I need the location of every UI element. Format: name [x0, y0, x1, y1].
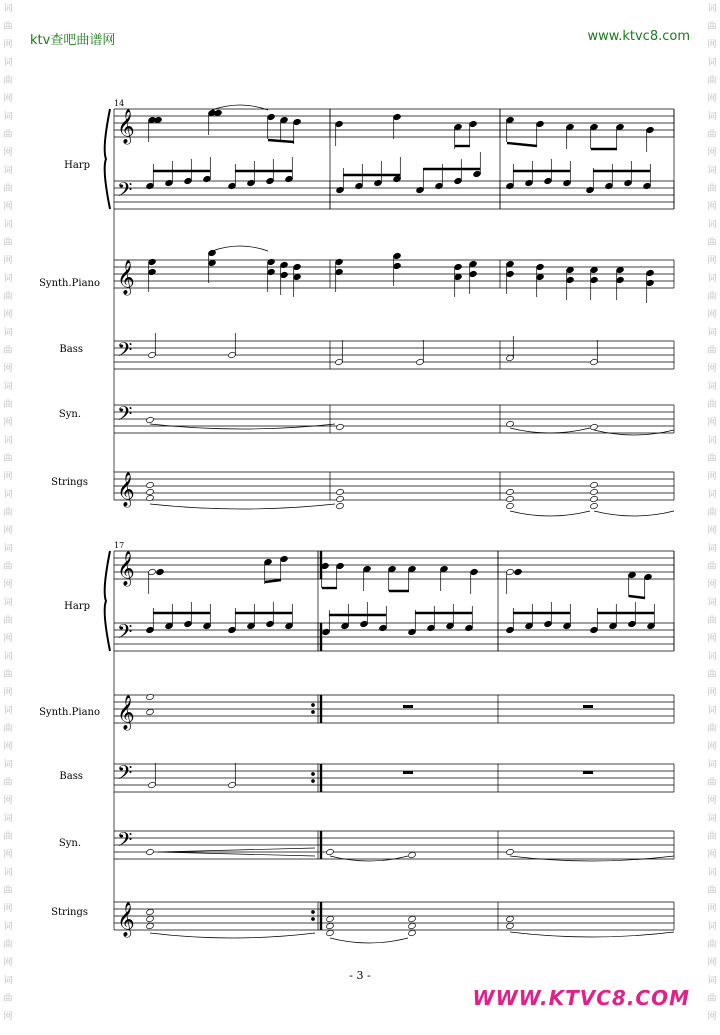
- watermark-glyph: 词: [3, 922, 13, 932]
- tie: [510, 511, 590, 516]
- watermark-glyph: 网: [707, 40, 717, 50]
- instrument-label-syn: Syn.: [58, 838, 81, 849]
- watermark-glyph: 词: [707, 220, 717, 230]
- watermark-glyph: 词: [3, 598, 13, 608]
- watermark-glyph: 词: [707, 598, 717, 608]
- watermark-glyph: 网: [707, 1012, 717, 1022]
- note-head: [408, 922, 417, 929]
- watermark-glyph: 词: [3, 328, 13, 338]
- watermark-glyph: 曲: [707, 400, 717, 410]
- repeat-dot: [312, 773, 315, 776]
- watermark-glyph: 网: [707, 472, 717, 482]
- note-head: [590, 481, 599, 488]
- watermark-glyph: 曲: [707, 508, 717, 518]
- watermark-glyph: 曲: [3, 670, 13, 680]
- watermark-glyph: 网: [707, 148, 717, 158]
- watermark-glyph: 曲: [3, 130, 13, 140]
- tie: [150, 424, 335, 429]
- watermark-glyph: 网: [707, 634, 717, 644]
- watermark-glyph: 网: [3, 364, 13, 374]
- instrument-label-strings: Strings: [51, 477, 88, 488]
- bass-clef-icon: 𝄢: [117, 828, 133, 856]
- watermark-glyph: 词: [707, 4, 717, 14]
- watermark-glyph: 词: [3, 544, 13, 554]
- watermark-glyph: 网: [707, 688, 717, 698]
- watermark-glyph: 词: [707, 112, 717, 122]
- note-head: [506, 922, 515, 929]
- repeat-dot: [312, 780, 315, 783]
- watermark-glyph: 词: [3, 436, 13, 446]
- watermark-glyph: 曲: [3, 724, 13, 734]
- watermark-glyph: 曲: [707, 886, 717, 896]
- watermark-glyph: 网: [707, 418, 717, 428]
- watermark-glyph: 词: [3, 814, 13, 824]
- watermark-glyph: 词: [707, 436, 717, 446]
- watermark-glyph: 词: [3, 112, 13, 122]
- watermark-glyph: 网: [3, 742, 13, 752]
- repeat-dot: [312, 911, 315, 914]
- whole-rest: [583, 771, 593, 774]
- watermark-glyph: 网: [3, 256, 13, 266]
- watermark-glyph: 曲: [707, 724, 717, 734]
- note-head: [146, 908, 155, 915]
- watermark-glyph: 曲: [707, 940, 717, 950]
- watermark-glyph: 网: [3, 472, 13, 482]
- watermark-glyph: 曲: [707, 238, 717, 248]
- watermark-glyph: 网: [3, 310, 13, 320]
- instrument-label-bass: Bass: [59, 771, 83, 782]
- watermark-glyph: 曲: [707, 994, 717, 1004]
- watermark-glyph: 网: [707, 526, 717, 536]
- note-head: [146, 488, 155, 495]
- watermark-glyph: 网: [707, 310, 717, 320]
- watermark-glyph: 曲: [3, 832, 13, 842]
- watermark-glyph: 网: [3, 850, 13, 860]
- watermark-glyph: 网: [3, 526, 13, 536]
- whole-rest: [583, 705, 593, 708]
- treble-clef-icon: 𝄞: [117, 695, 135, 730]
- note-head: [146, 481, 155, 488]
- watermark-glyph: 曲: [3, 994, 13, 1004]
- tie: [330, 938, 408, 943]
- watermark-glyph: 网: [3, 904, 13, 914]
- instrument-label-synth-piano: Synth.Piano: [39, 278, 100, 289]
- watermark-glyph: 词: [707, 274, 717, 284]
- watermark-glyph: 词: [3, 274, 13, 284]
- note-head: [506, 848, 515, 855]
- beam: [268, 140, 294, 142]
- watermark-glyph: 曲: [3, 886, 13, 896]
- watermark-glyph: 词: [707, 760, 717, 770]
- watermark-glyph: 网: [3, 958, 13, 968]
- note-head: [146, 416, 155, 423]
- note-head: [506, 488, 515, 495]
- note-head: [326, 848, 335, 855]
- watermark-glyph: 曲: [3, 562, 13, 572]
- note-head: [506, 502, 515, 509]
- bass-clef-icon: 𝄢: [117, 402, 133, 430]
- watermark-glyph: 曲: [3, 238, 13, 248]
- watermark-glyph: 词: [3, 760, 13, 770]
- watermark-glyph: 词: [707, 814, 717, 824]
- watermark-glyph: 词: [707, 382, 717, 392]
- watermark-glyph: 曲: [3, 508, 13, 518]
- note-head: [590, 502, 599, 509]
- watermark-glyph: 网: [3, 40, 13, 50]
- tie: [212, 246, 268, 251]
- note-head: [590, 495, 599, 502]
- instrument-label-syn: Syn.: [58, 409, 81, 420]
- tie: [150, 504, 335, 509]
- bass-clef-icon: 𝄢: [117, 620, 133, 648]
- note-head: [146, 708, 155, 715]
- watermark-glyph: 网: [707, 580, 717, 590]
- repeat-dot: [312, 711, 315, 714]
- instrument-label-strings: Strings: [51, 907, 88, 918]
- watermark-glyph: 网: [3, 634, 13, 644]
- watermark-glyph: 曲: [707, 670, 717, 680]
- watermark-glyph: 网: [707, 850, 717, 860]
- watermark-glyph: 曲: [707, 616, 717, 626]
- treble-clef-icon: 𝄞: [117, 472, 135, 507]
- watermark-glyph: 网: [3, 580, 13, 590]
- watermark-glyph: 词: [3, 706, 13, 716]
- beam: [507, 143, 537, 146]
- note-head: [590, 488, 599, 495]
- site-name-link[interactable]: ktv查吧曲谱网: [30, 33, 116, 48]
- treble-clef-icon: 𝄞: [117, 260, 135, 295]
- instrument-label-harp: Harp: [64, 601, 90, 612]
- tie: [510, 428, 590, 433]
- note-head: [590, 423, 599, 430]
- site-url-link[interactable]: www.ktvc8.com: [587, 29, 690, 44]
- watermark-glyph: 曲: [3, 292, 13, 302]
- note-head: [408, 915, 417, 922]
- note-head: [326, 915, 335, 922]
- repeat-dot: [312, 704, 315, 707]
- watermark-glyph: 词: [707, 490, 717, 500]
- watermark-glyph: 网: [707, 958, 717, 968]
- watermark-glyph: 网: [3, 94, 13, 104]
- watermark-glyph: 词: [707, 166, 717, 176]
- watermark-glyph: 网: [3, 1012, 13, 1022]
- tie: [594, 511, 674, 516]
- whole-rest: [403, 705, 413, 708]
- watermark-glyph: 词: [3, 382, 13, 392]
- dot: [154, 116, 163, 123]
- watermark-glyph: 词: [707, 922, 717, 932]
- watermark-glyph: 词: [3, 976, 13, 986]
- beam: [265, 580, 281, 582]
- watermark-glyph: 网: [707, 796, 717, 806]
- watermark-glyph: 网: [3, 688, 13, 698]
- dot: [514, 568, 523, 575]
- measure-number: 17: [114, 541, 125, 550]
- treble-clef-icon: 𝄞: [117, 551, 135, 586]
- tie: [150, 933, 315, 938]
- watermark-glyph: 词: [707, 544, 717, 554]
- note-head: [506, 915, 515, 922]
- watermark-glyph: 网: [3, 418, 13, 428]
- instrument-label-synth-piano: Synth.Piano: [39, 707, 100, 718]
- watermark-glyph: 词: [3, 166, 13, 176]
- tie: [330, 856, 408, 861]
- watermark-glyph: 词: [707, 328, 717, 338]
- watermark-glyph: 网: [707, 256, 717, 266]
- watermark-glyph: 曲: [3, 76, 13, 86]
- note-head: [146, 915, 155, 922]
- instrument-label-harp: Harp: [64, 160, 90, 171]
- watermark-glyph: 网: [3, 148, 13, 158]
- watermark-glyph: 曲: [3, 400, 13, 410]
- note-head: [326, 929, 335, 936]
- note-head: [336, 488, 345, 495]
- watermark-glyph: 曲: [3, 616, 13, 626]
- watermark-glyph: 词: [707, 976, 717, 986]
- watermark-glyph: 词: [3, 58, 13, 68]
- watermark-glyph: 曲: [707, 832, 717, 842]
- watermark-glyph: 曲: [707, 22, 717, 32]
- watermark-glyph: 词: [707, 868, 717, 878]
- watermark-glyph: 网: [707, 202, 717, 212]
- watermark-glyph: 曲: [3, 778, 13, 788]
- note-head: [146, 693, 155, 700]
- watermark-glyph: 词: [3, 220, 13, 230]
- note-head: [146, 494, 155, 501]
- watermark-glyph: 网: [707, 742, 717, 752]
- tie: [594, 430, 674, 435]
- watermark-glyph: 曲: [707, 292, 717, 302]
- watermark-glyph: 词: [3, 868, 13, 878]
- tie: [510, 856, 674, 861]
- dot: [214, 109, 223, 116]
- whole-rest: [403, 771, 413, 774]
- dot: [156, 568, 165, 575]
- watermark-glyph: 曲: [3, 346, 13, 356]
- watermark-glyph: 网: [707, 94, 717, 104]
- note-head: [146, 922, 155, 929]
- note-head: [336, 423, 345, 430]
- watermark-glyph: 曲: [3, 940, 13, 950]
- watermark-glyph: 词: [707, 652, 717, 662]
- brace: [105, 109, 110, 209]
- beam: [629, 596, 645, 598]
- watermark-glyph: 曲: [707, 346, 717, 356]
- repeat-dot: [312, 918, 315, 921]
- watermark-glyph: 曲: [707, 454, 717, 464]
- note-head: [336, 502, 345, 509]
- watermark-glyph: 曲: [707, 778, 717, 788]
- instrument-label-bass: Bass: [59, 344, 83, 355]
- note-head: [408, 851, 417, 858]
- tie: [510, 932, 674, 937]
- bass-clef-icon: 𝄢: [117, 761, 133, 789]
- watermark-glyph: 词: [707, 706, 717, 716]
- watermark-glyph: 词: [3, 490, 13, 500]
- watermark-glyph: 网: [707, 364, 717, 374]
- watermark-glyph: 词: [3, 4, 13, 14]
- note-head: [146, 848, 155, 855]
- watermark-glyph: 网: [3, 202, 13, 212]
- treble-clef-icon: 𝄞: [117, 109, 135, 144]
- note-head: [506, 420, 515, 427]
- measure-number: 14: [114, 99, 125, 108]
- note-head: [326, 922, 335, 929]
- bass-clef-icon: 𝄢: [117, 338, 133, 366]
- watermark-glyph: 曲: [3, 22, 13, 32]
- page-number: - 3 -: [349, 969, 371, 982]
- watermark-glyph: 词: [3, 652, 13, 662]
- watermark-glyph: 网: [3, 796, 13, 806]
- note-head: [506, 495, 515, 502]
- note-head: [408, 929, 417, 936]
- watermark-glyph: 曲: [3, 184, 13, 194]
- watermark-glyph: 曲: [707, 562, 717, 572]
- watermark-glyph: 曲: [707, 184, 717, 194]
- watermark-glyph: 网: [707, 904, 717, 914]
- watermark-glyph: 曲: [3, 454, 13, 464]
- watermark-glyph: 词: [707, 58, 717, 68]
- site-logo: WWW.KTVC8.COM: [472, 986, 690, 1010]
- watermark-glyph: 曲: [707, 130, 717, 140]
- bass-clef-icon: 𝄢: [117, 178, 133, 206]
- note-head: [336, 495, 345, 502]
- watermark-glyph: 曲: [707, 76, 717, 86]
- treble-clef-icon: 𝄞: [117, 902, 135, 937]
- brace: [105, 551, 110, 651]
